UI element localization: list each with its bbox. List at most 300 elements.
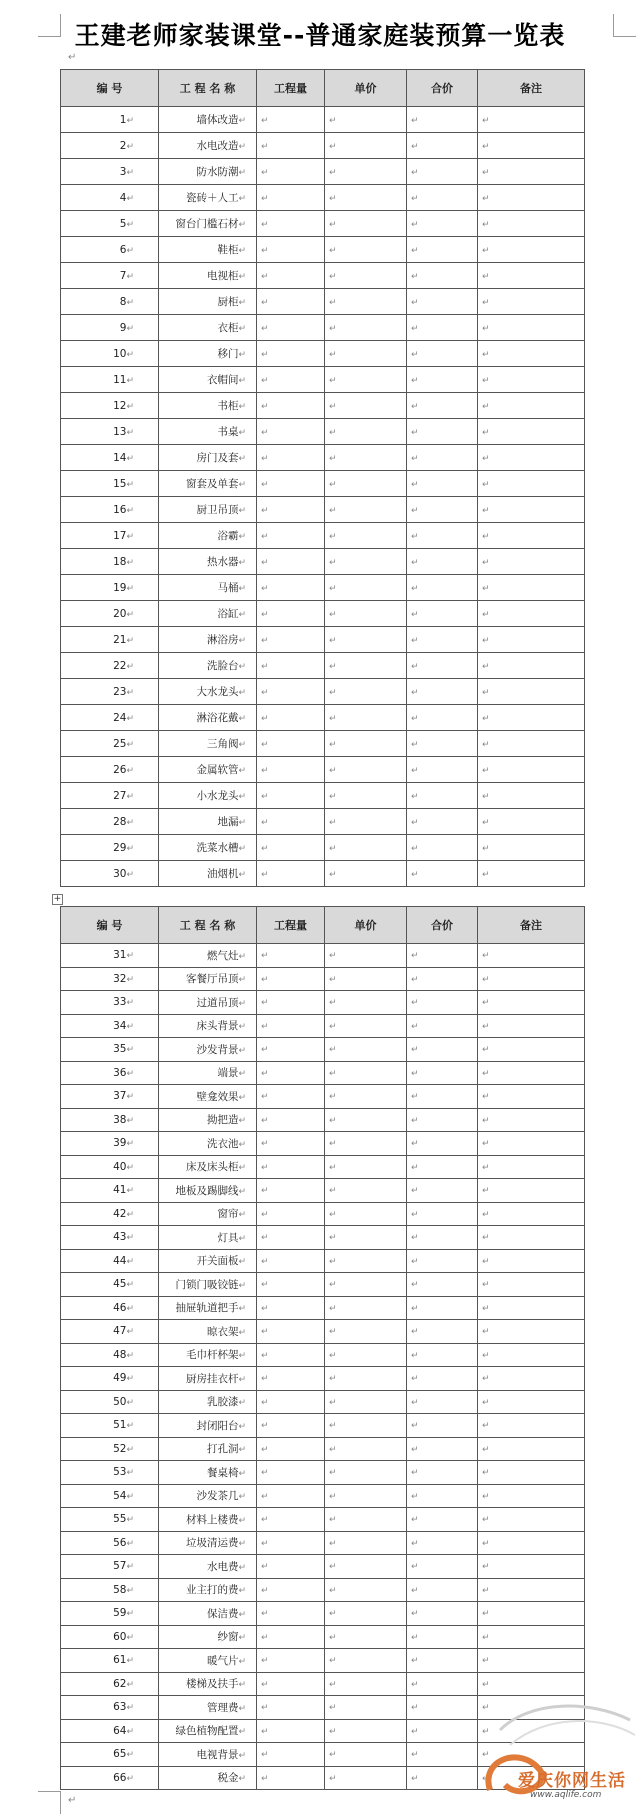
cell-no[interactable]	[61, 185, 159, 211]
cell-quantity[interactable]	[257, 1649, 325, 1673]
cell-unit-price[interactable]	[325, 523, 407, 549]
cell-remark[interactable]	[478, 705, 585, 731]
cell-unit-price[interactable]	[325, 944, 407, 968]
cell-no[interactable]	[61, 1696, 159, 1720]
cell-no[interactable]	[61, 1155, 159, 1179]
cell-remark[interactable]	[478, 757, 585, 783]
cell-quantity[interactable]	[257, 315, 325, 341]
cell-total[interactable]	[407, 237, 478, 263]
cell-no[interactable]	[61, 1296, 159, 1320]
cell-remark[interactable]	[478, 731, 585, 757]
cell-quantity[interactable]	[257, 731, 325, 757]
cell-name[interactable]	[159, 237, 257, 263]
cell-total[interactable]	[407, 497, 478, 523]
cell-unit-price[interactable]	[325, 575, 407, 601]
cell-name[interactable]	[159, 497, 257, 523]
cell-no[interactable]	[61, 523, 159, 549]
cell-name[interactable]	[159, 1132, 257, 1156]
cell-name[interactable]	[159, 1249, 257, 1273]
cell-no[interactable]	[61, 1108, 159, 1132]
cell-no[interactable]	[61, 1719, 159, 1743]
cell-total[interactable]	[407, 315, 478, 341]
cell-no[interactable]	[61, 967, 159, 991]
cell-unit-price[interactable]	[325, 185, 407, 211]
cell-quantity[interactable]	[257, 1531, 325, 1555]
cell-name[interactable]	[159, 967, 257, 991]
cell-total[interactable]	[407, 1461, 478, 1485]
cell-total[interactable]	[407, 601, 478, 627]
cell-remark[interactable]	[478, 497, 585, 523]
cell-quantity[interactable]	[257, 185, 325, 211]
cell-unit-price[interactable]	[325, 1602, 407, 1626]
cell-total[interactable]	[407, 575, 478, 601]
cell-total[interactable]	[407, 1508, 478, 1532]
cell-unit-price[interactable]	[325, 835, 407, 861]
cell-no[interactable]	[61, 1249, 159, 1273]
cell-name[interactable]	[159, 1766, 257, 1790]
cell-name[interactable]	[159, 783, 257, 809]
cell-name[interactable]	[159, 1179, 257, 1203]
cell-total[interactable]	[407, 1602, 478, 1626]
cell-unit-price[interactable]	[325, 1414, 407, 1438]
cell-unit-price[interactable]	[325, 809, 407, 835]
cell-no[interactable]	[61, 944, 159, 968]
cell-remark[interactable]	[478, 783, 585, 809]
cell-quantity[interactable]	[257, 861, 325, 887]
cell-remark[interactable]	[478, 471, 585, 497]
cell-remark[interactable]	[478, 237, 585, 263]
cell-name[interactable]	[159, 1578, 257, 1602]
cell-unit-price[interactable]	[325, 367, 407, 393]
cell-quantity[interactable]	[257, 419, 325, 445]
cell-no[interactable]	[61, 341, 159, 367]
cell-remark[interactable]	[478, 627, 585, 653]
cell-total[interactable]	[407, 835, 478, 861]
cell-quantity[interactable]	[257, 1555, 325, 1579]
cell-quantity[interactable]	[257, 1461, 325, 1485]
cell-quantity[interactable]	[257, 1672, 325, 1696]
cell-total[interactable]	[407, 1555, 478, 1579]
cell-remark[interactable]	[478, 133, 585, 159]
cell-name[interactable]	[159, 367, 257, 393]
cell-remark[interactable]	[478, 1367, 585, 1391]
cell-name[interactable]	[159, 1484, 257, 1508]
cell-name[interactable]	[159, 1555, 257, 1579]
cell-total[interactable]	[407, 627, 478, 653]
cell-quantity[interactable]	[257, 1038, 325, 1062]
cell-total[interactable]	[407, 679, 478, 705]
cell-total[interactable]	[407, 1296, 478, 1320]
cell-name[interactable]	[159, 445, 257, 471]
cell-name[interactable]	[159, 991, 257, 1015]
cell-quantity[interactable]	[257, 757, 325, 783]
cell-remark[interactable]	[478, 523, 585, 549]
cell-no[interactable]	[61, 601, 159, 627]
cell-total[interactable]	[407, 1625, 478, 1649]
cell-total[interactable]	[407, 967, 478, 991]
cell-total[interactable]	[407, 185, 478, 211]
cell-remark[interactable]	[478, 315, 585, 341]
cell-no[interactable]	[61, 1038, 159, 1062]
cell-no[interactable]	[61, 497, 159, 523]
cell-name[interactable]	[159, 1437, 257, 1461]
cell-unit-price[interactable]	[325, 991, 407, 1015]
cell-quantity[interactable]	[257, 679, 325, 705]
cell-quantity[interactable]	[257, 471, 325, 497]
cell-unit-price[interactable]	[325, 211, 407, 237]
cell-unit-price[interactable]	[325, 1649, 407, 1673]
cell-remark[interactable]	[478, 967, 585, 991]
cell-unit-price[interactable]	[325, 1555, 407, 1579]
cell-remark[interactable]	[478, 1296, 585, 1320]
cell-total[interactable]	[407, 1343, 478, 1367]
cell-total[interactable]	[407, 419, 478, 445]
cell-total[interactable]	[407, 263, 478, 289]
cell-unit-price[interactable]	[325, 445, 407, 471]
cell-no[interactable]	[61, 653, 159, 679]
cell-quantity[interactable]	[257, 991, 325, 1015]
cell-no[interactable]	[61, 835, 159, 861]
cell-remark[interactable]	[478, 1555, 585, 1579]
cell-unit-price[interactable]	[325, 1766, 407, 1790]
cell-unit-price[interactable]	[325, 679, 407, 705]
cell-quantity[interactable]	[257, 1437, 325, 1461]
cell-name[interactable]	[159, 1508, 257, 1532]
cell-total[interactable]	[407, 523, 478, 549]
cell-unit-price[interactable]	[325, 861, 407, 887]
cell-unit-price[interactable]	[325, 159, 407, 185]
cell-name[interactable]	[159, 1108, 257, 1132]
cell-no[interactable]	[61, 991, 159, 1015]
cell-total[interactable]	[407, 1108, 478, 1132]
cell-total[interactable]	[407, 1273, 478, 1297]
cell-quantity[interactable]	[257, 107, 325, 133]
cell-quantity[interactable]	[257, 1766, 325, 1790]
cell-unit-price[interactable]	[325, 1249, 407, 1273]
cell-remark[interactable]	[478, 1108, 585, 1132]
cell-unit-price[interactable]	[325, 1202, 407, 1226]
cell-quantity[interactable]	[257, 237, 325, 263]
cell-name[interactable]	[159, 289, 257, 315]
cell-quantity[interactable]	[257, 497, 325, 523]
cell-no[interactable]	[61, 159, 159, 185]
cell-name[interactable]	[159, 835, 257, 861]
cell-quantity[interactable]	[257, 1578, 325, 1602]
cell-no[interactable]	[61, 1672, 159, 1696]
cell-no[interactable]	[61, 419, 159, 445]
cell-unit-price[interactable]	[325, 1625, 407, 1649]
cell-no[interactable]	[61, 1132, 159, 1156]
cell-quantity[interactable]	[257, 263, 325, 289]
cell-name[interactable]	[159, 1343, 257, 1367]
cell-name[interactable]	[159, 211, 257, 237]
table-move-handle-icon[interactable]: +	[53, 894, 62, 904]
cell-name[interactable]	[159, 679, 257, 705]
cell-quantity[interactable]	[257, 367, 325, 393]
cell-total[interactable]	[407, 991, 478, 1015]
cell-remark[interactable]	[478, 211, 585, 237]
cell-unit-price[interactable]	[325, 1155, 407, 1179]
cell-remark[interactable]	[478, 1226, 585, 1250]
cell-name[interactable]	[159, 133, 257, 159]
cell-remark[interactable]	[478, 1343, 585, 1367]
cell-no[interactable]	[61, 1226, 159, 1250]
cell-unit-price[interactable]	[325, 1508, 407, 1532]
cell-quantity[interactable]	[257, 523, 325, 549]
cell-unit-price[interactable]	[325, 967, 407, 991]
cell-quantity[interactable]	[257, 159, 325, 185]
cell-quantity[interactable]	[257, 1132, 325, 1156]
cell-unit-price[interactable]	[325, 627, 407, 653]
cell-quantity[interactable]	[257, 1484, 325, 1508]
cell-unit-price[interactable]	[325, 705, 407, 731]
cell-no[interactable]	[61, 861, 159, 887]
cell-no[interactable]	[61, 705, 159, 731]
cell-name[interactable]	[159, 601, 257, 627]
cell-quantity[interactable]	[257, 627, 325, 653]
cell-unit-price[interactable]	[325, 1108, 407, 1132]
cell-name[interactable]	[159, 1320, 257, 1344]
cell-total[interactable]	[407, 1014, 478, 1038]
cell-remark[interactable]	[478, 341, 585, 367]
cell-quantity[interactable]	[257, 1743, 325, 1767]
cell-unit-price[interactable]	[325, 1343, 407, 1367]
cell-unit-price[interactable]	[325, 1719, 407, 1743]
cell-total[interactable]	[407, 1038, 478, 1062]
cell-unit-price[interactable]	[325, 1132, 407, 1156]
cell-total[interactable]	[407, 809, 478, 835]
cell-remark[interactable]	[478, 1649, 585, 1673]
cell-name[interactable]	[159, 627, 257, 653]
cell-remark[interactable]	[478, 1202, 585, 1226]
cell-quantity[interactable]	[257, 1367, 325, 1391]
cell-remark[interactable]	[478, 1179, 585, 1203]
cell-total[interactable]	[407, 1226, 478, 1250]
cell-unit-price[interactable]	[325, 1390, 407, 1414]
cell-no[interactable]	[61, 1085, 159, 1109]
cell-unit-price[interactable]	[325, 1578, 407, 1602]
cell-remark[interactable]	[478, 1061, 585, 1085]
cell-quantity[interactable]	[257, 944, 325, 968]
cell-total[interactable]	[407, 1061, 478, 1085]
cell-unit-price[interactable]	[325, 419, 407, 445]
cell-quantity[interactable]	[257, 809, 325, 835]
cell-quantity[interactable]	[257, 1390, 325, 1414]
cell-total[interactable]	[407, 159, 478, 185]
cell-total[interactable]	[407, 471, 478, 497]
cell-remark[interactable]	[478, 1155, 585, 1179]
cell-no[interactable]	[61, 783, 159, 809]
cell-name[interactable]	[159, 1367, 257, 1391]
cell-name[interactable]	[159, 549, 257, 575]
cell-unit-price[interactable]	[325, 263, 407, 289]
cell-total[interactable]	[407, 107, 478, 133]
cell-remark[interactable]	[478, 809, 585, 835]
cell-name[interactable]	[159, 1719, 257, 1743]
cell-remark[interactable]	[478, 679, 585, 705]
cell-remark[interactable]	[478, 445, 585, 471]
cell-no[interactable]	[61, 809, 159, 835]
cell-unit-price[interactable]	[325, 757, 407, 783]
cell-remark[interactable]	[478, 1014, 585, 1038]
cell-unit-price[interactable]	[325, 133, 407, 159]
cell-no[interactable]	[61, 1461, 159, 1485]
cell-quantity[interactable]	[257, 445, 325, 471]
cell-name[interactable]	[159, 1390, 257, 1414]
cell-remark[interactable]	[478, 1132, 585, 1156]
cell-no[interactable]	[61, 1602, 159, 1626]
cell-quantity[interactable]	[257, 393, 325, 419]
cell-remark[interactable]	[478, 1625, 585, 1649]
cell-quantity[interactable]	[257, 1273, 325, 1297]
cell-name[interactable]	[159, 653, 257, 679]
cell-name[interactable]	[159, 263, 257, 289]
cell-no[interactable]	[61, 1343, 159, 1367]
cell-remark[interactable]	[478, 944, 585, 968]
cell-remark[interactable]	[478, 367, 585, 393]
cell-remark[interactable]	[478, 1273, 585, 1297]
cell-name[interactable]	[159, 705, 257, 731]
cell-unit-price[interactable]	[325, 653, 407, 679]
cell-quantity[interactable]	[257, 1343, 325, 1367]
cell-total[interactable]	[407, 1484, 478, 1508]
cell-total[interactable]	[407, 211, 478, 237]
cell-total[interactable]	[407, 445, 478, 471]
cell-remark[interactable]	[478, 1531, 585, 1555]
cell-remark[interactable]	[478, 263, 585, 289]
cell-remark[interactable]	[478, 601, 585, 627]
cell-total[interactable]	[407, 1202, 478, 1226]
cell-unit-price[interactable]	[325, 1014, 407, 1038]
cell-name[interactable]	[159, 944, 257, 968]
cell-quantity[interactable]	[257, 1719, 325, 1743]
cell-remark[interactable]	[478, 1249, 585, 1273]
cell-quantity[interactable]	[257, 1014, 325, 1038]
cell-unit-price[interactable]	[325, 1367, 407, 1391]
cell-unit-price[interactable]	[325, 1226, 407, 1250]
cell-no[interactable]	[61, 1414, 159, 1438]
cell-quantity[interactable]	[257, 783, 325, 809]
cell-unit-price[interactable]	[325, 1296, 407, 1320]
cell-name[interactable]	[159, 1461, 257, 1485]
cell-total[interactable]	[407, 289, 478, 315]
cell-quantity[interactable]	[257, 1202, 325, 1226]
cell-no[interactable]	[61, 1061, 159, 1085]
cell-unit-price[interactable]	[325, 341, 407, 367]
cell-quantity[interactable]	[257, 653, 325, 679]
cell-quantity[interactable]	[257, 1226, 325, 1250]
cell-remark[interactable]	[478, 1038, 585, 1062]
cell-name[interactable]	[159, 1602, 257, 1626]
cell-quantity[interactable]	[257, 835, 325, 861]
cell-unit-price[interactable]	[325, 315, 407, 341]
cell-quantity[interactable]	[257, 341, 325, 367]
cell-name[interactable]	[159, 393, 257, 419]
cell-remark[interactable]	[478, 159, 585, 185]
cell-no[interactable]	[61, 393, 159, 419]
cell-unit-price[interactable]	[325, 1273, 407, 1297]
cell-remark[interactable]	[478, 835, 585, 861]
cell-name[interactable]	[159, 1014, 257, 1038]
cell-quantity[interactable]	[257, 1320, 325, 1344]
cell-name[interactable]	[159, 809, 257, 835]
cell-total[interactable]	[407, 731, 478, 757]
cell-remark[interactable]	[478, 1390, 585, 1414]
cell-remark[interactable]	[478, 393, 585, 419]
cell-no[interactable]	[61, 731, 159, 757]
cell-remark[interactable]	[478, 1085, 585, 1109]
cell-name[interactable]	[159, 1038, 257, 1062]
cell-quantity[interactable]	[257, 967, 325, 991]
cell-no[interactable]	[61, 211, 159, 237]
cell-no[interactable]	[61, 549, 159, 575]
cell-remark[interactable]	[478, 575, 585, 601]
cell-remark[interactable]	[478, 549, 585, 575]
cell-remark[interactable]	[478, 1461, 585, 1485]
cell-unit-price[interactable]	[325, 497, 407, 523]
cell-remark[interactable]	[478, 185, 585, 211]
cell-name[interactable]	[159, 1296, 257, 1320]
cell-name[interactable]	[159, 1202, 257, 1226]
cell-name[interactable]	[159, 471, 257, 497]
cell-no[interactable]	[61, 1437, 159, 1461]
cell-unit-price[interactable]	[325, 1179, 407, 1203]
cell-unit-price[interactable]	[325, 1038, 407, 1062]
cell-no[interactable]	[61, 1743, 159, 1767]
cell-total[interactable]	[407, 1367, 478, 1391]
cell-total[interactable]	[407, 1085, 478, 1109]
cell-unit-price[interactable]	[325, 1672, 407, 1696]
cell-quantity[interactable]	[257, 289, 325, 315]
cell-total[interactable]	[407, 1531, 478, 1555]
cell-name[interactable]	[159, 1155, 257, 1179]
cell-total[interactable]	[407, 1390, 478, 1414]
cell-total[interactable]	[407, 757, 478, 783]
cell-quantity[interactable]	[257, 705, 325, 731]
cell-total[interactable]	[407, 783, 478, 809]
cell-name[interactable]	[159, 731, 257, 757]
cell-name[interactable]	[159, 1625, 257, 1649]
cell-no[interactable]	[61, 1484, 159, 1508]
cell-total[interactable]	[407, 705, 478, 731]
cell-total[interactable]	[407, 1578, 478, 1602]
cell-no[interactable]	[61, 1555, 159, 1579]
cell-name[interactable]	[159, 575, 257, 601]
cell-remark[interactable]	[478, 1437, 585, 1461]
cell-total[interactable]	[407, 861, 478, 887]
cell-no[interactable]	[61, 471, 159, 497]
cell-quantity[interactable]	[257, 1602, 325, 1626]
cell-name[interactable]	[159, 107, 257, 133]
cell-total[interactable]	[407, 133, 478, 159]
cell-quantity[interactable]	[257, 1296, 325, 1320]
cell-name[interactable]	[159, 757, 257, 783]
cell-unit-price[interactable]	[325, 783, 407, 809]
cell-total[interactable]	[407, 1179, 478, 1203]
cell-unit-price[interactable]	[325, 1085, 407, 1109]
cell-quantity[interactable]	[257, 575, 325, 601]
cell-name[interactable]	[159, 1273, 257, 1297]
cell-name[interactable]	[159, 419, 257, 445]
cell-remark[interactable]	[478, 419, 585, 445]
cell-total[interactable]	[407, 1437, 478, 1461]
cell-no[interactable]	[61, 1508, 159, 1532]
cell-name[interactable]	[159, 1226, 257, 1250]
cell-quantity[interactable]	[257, 1696, 325, 1720]
cell-unit-price[interactable]	[325, 1531, 407, 1555]
cell-unit-price[interactable]	[325, 1484, 407, 1508]
cell-unit-price[interactable]	[325, 1320, 407, 1344]
